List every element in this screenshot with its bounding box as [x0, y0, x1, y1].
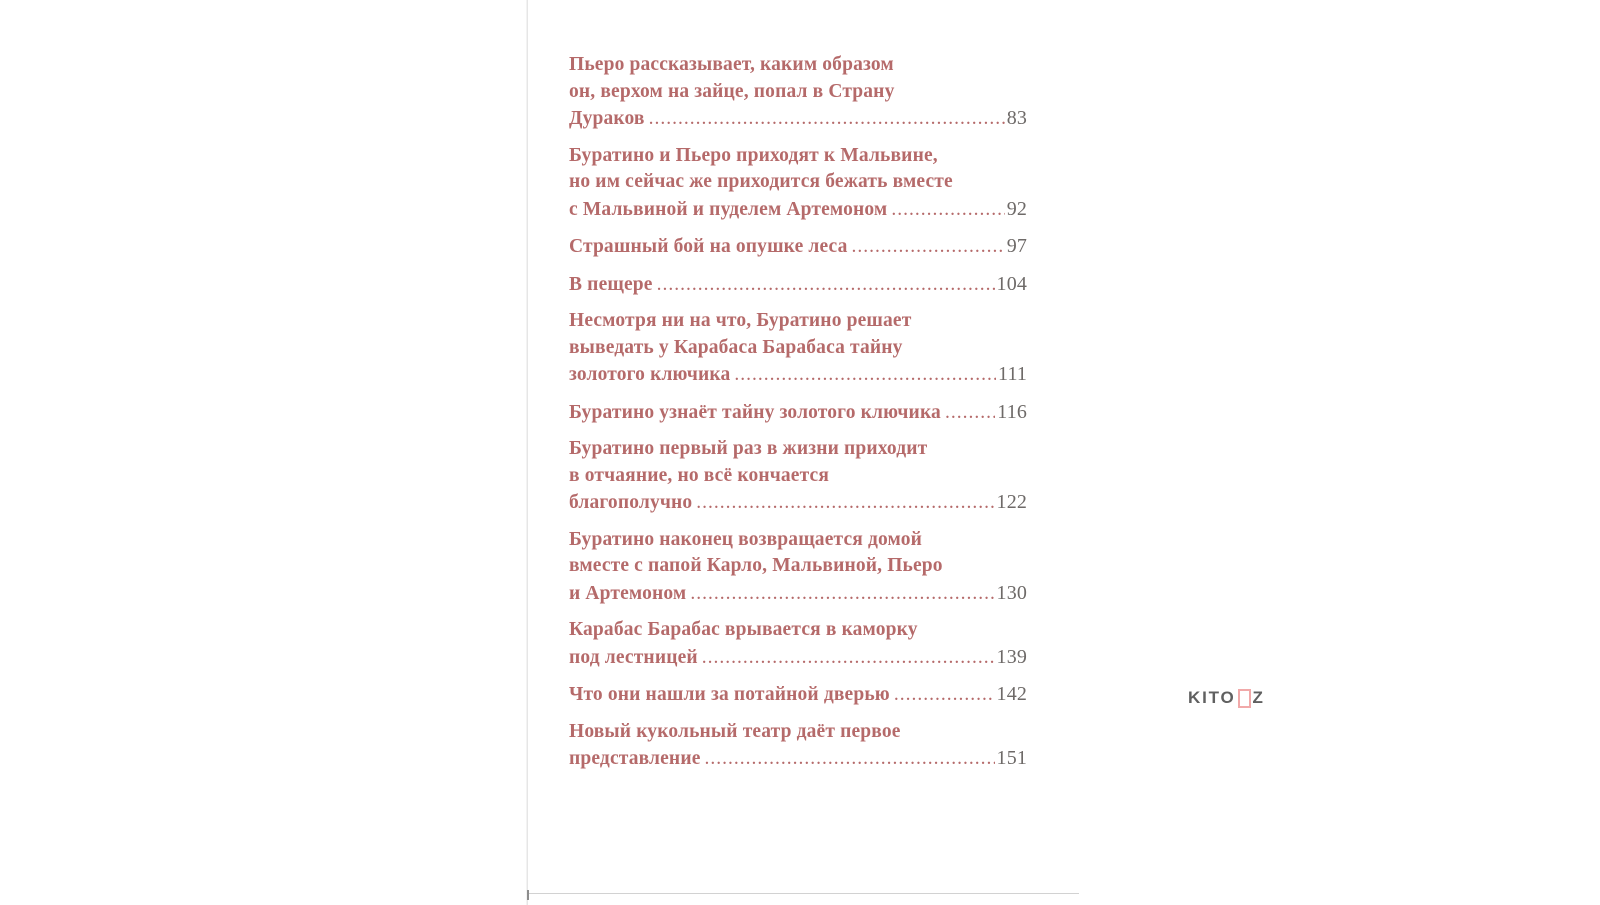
toc-dot-leader	[734, 362, 996, 389]
page-bottom-edge	[527, 893, 1079, 894]
toc-entry[interactable]	[569, 681, 1027, 709]
toc-entry-title-line: Несмотря ни на что, Буратино решает	[569, 310, 912, 331]
toc-dot-leader	[649, 106, 1005, 133]
toc-dot-leader	[852, 234, 1005, 261]
toc-page-number: 142	[996, 683, 1027, 705]
toc-page-number: 83	[1006, 107, 1027, 129]
toc-entry-title-line: но им сейчас же приходится бежать вместе	[569, 171, 953, 192]
toc-entry-title-line: выведать у Карабаса Барабаса тайну	[569, 336, 903, 358]
toc-entry-title-line: представление	[569, 748, 701, 769]
toc-entry-title-line: Пьеро рассказывает, каким образом	[569, 54, 894, 75]
toc-entry[interactable]	[569, 143, 1027, 224]
toc-entry-title-line: Дураков	[569, 108, 645, 129]
toc-entry[interactable]	[569, 617, 1027, 671]
toc-entry-title-line: Новый кукольный театр даёт первое	[569, 720, 901, 742]
toc-entry-title-line: он, верхом на зайце, попал в Страну	[569, 80, 895, 102]
page-corner-mark	[527, 890, 529, 900]
toc-entry-title-line: золотого ключика	[569, 364, 731, 385]
toc-page-number: 92	[1006, 197, 1027, 220]
watermark-text-left: KITO	[1188, 688, 1236, 707]
toc-entry[interactable]	[569, 52, 1027, 133]
toc-entry-title-line: под лестницей	[569, 646, 698, 668]
toc-entry-title-line: в отчаяние, но всё кончается	[569, 464, 830, 486]
toc-page-number: 151	[996, 747, 1027, 769]
toc-dot-leader	[702, 645, 995, 672]
toc-entry[interactable]	[569, 271, 1027, 299]
toc-entry-title-line: Что они нашли за потайной дверью	[569, 684, 890, 705]
toc-dot-leader	[891, 197, 1004, 224]
toc-entry[interactable]	[569, 308, 1027, 389]
toc-dot-leader	[657, 272, 995, 299]
toc-entry[interactable]	[569, 399, 1027, 427]
watermark-text-right: Z	[1252, 688, 1265, 707]
toc-dot-leader	[690, 581, 994, 608]
toc-page-number: 97	[1006, 235, 1027, 257]
toc-entry[interactable]	[569, 436, 1027, 517]
toc-dot-leader	[945, 400, 995, 427]
toc-entry[interactable]	[569, 719, 1027, 773]
toc-entry-title-line: Страшный бой на опушке леса	[569, 236, 848, 257]
toc-page-number: 139	[996, 645, 1027, 668]
toc-entry-title-line: с Мальвиной и пуделем Артемоном	[569, 198, 888, 220]
toc-entry[interactable]	[569, 527, 1027, 608]
toc-entry[interactable]	[569, 233, 1027, 261]
toc-entry-title-line: Буратино наконец возвращается домой	[569, 528, 923, 550]
toc-entry-title-line: Буратино первый раз в жизни приходит	[569, 438, 928, 459]
kitobz-watermark	[1188, 688, 1265, 708]
toc-entry-title-line: и Артемоном	[569, 582, 687, 604]
toc-page-number: 130	[996, 581, 1027, 604]
table-of-contents	[569, 52, 1027, 783]
toc-dot-leader	[705, 746, 995, 773]
toc-entry-title-line: вместе с папой Карло, Мальвиной, Пьеро	[569, 555, 943, 576]
toc-dot-leader	[894, 682, 995, 709]
toc-entry-title-line: Буратино и Пьеро приходят к Мальвине,	[569, 144, 938, 166]
watermark-b-box-icon	[1238, 689, 1251, 708]
toc-dot-leader	[696, 490, 994, 517]
toc-page-number: 116	[997, 400, 1027, 423]
toc-entry-title-line: благополучно	[569, 492, 693, 513]
toc-entry-title-line: Буратино узнаёт тайну золотого ключика	[569, 401, 941, 423]
toc-page-number: 122	[996, 491, 1027, 513]
toc-page-number: 104	[996, 272, 1027, 295]
toc-entry-title-line: Карабас Барабас врывается в каморку	[569, 619, 918, 640]
toc-page-number: 111	[998, 363, 1027, 385]
toc-entry-title-line: В пещере	[569, 273, 653, 295]
